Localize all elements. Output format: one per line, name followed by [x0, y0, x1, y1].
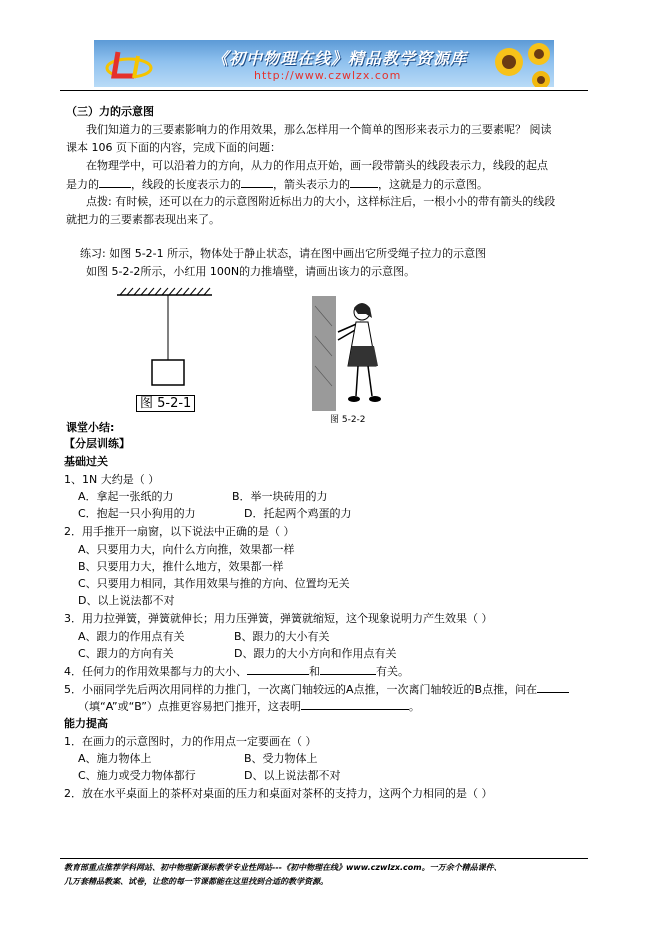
layered-training: 【分层训练】 — [64, 437, 130, 450]
section-heading: （三）力的示意图 — [66, 105, 154, 118]
question-5-line-2-end: 。 — [408, 700, 420, 713]
question-4 — [64, 663, 409, 679]
footer-line-2: 几万套精品教案、试卷，让您的每一节课都能在这里找到合适的教学资源。 — [64, 877, 328, 886]
sunflower-icon — [489, 40, 554, 87]
question-2-option-b[interactable]: B、只要用力大，推什么地方，效果都一样 — [78, 560, 284, 573]
basic-heading: 基础过关 — [64, 455, 108, 468]
question-5-line-2 — [78, 698, 420, 714]
question-4-blank-2[interactable] — [320, 663, 376, 675]
blank-point[interactable] — [99, 176, 131, 188]
question-2-stem: 2．用手推开一扇窗，以下说法中正确的是（ ） — [64, 525, 295, 538]
question-2-option-d[interactable]: D、以上说法都不对 — [78, 594, 175, 607]
advanced-q1-option-b[interactable]: B、受力物体上 — [244, 752, 318, 765]
question-5-line-1-text: 5．小丽同学先后两次用同样的力推门，一次离门轴较远的A点推，一次离门轴较近的B点推，问在 — [64, 683, 538, 696]
question-1-stem: 1、1N 大约是（ ） — [64, 473, 160, 486]
paragraph-2b-part1: 是力的 — [66, 178, 99, 191]
question-5-line-1 — [64, 681, 569, 697]
class-summary: 课堂小结: — [66, 421, 115, 434]
question-4-blank-1[interactable] — [247, 663, 309, 675]
advanced-q1-option-a[interactable]: A、施力物体上 — [78, 752, 152, 765]
paragraph-2b — [66, 176, 488, 192]
question-1-option-b[interactable]: B．举一块砖用的力 — [232, 490, 328, 503]
paragraph-2b-part3: ，箭头表示力的 — [273, 178, 350, 191]
question-4-part3: 有关。 — [376, 665, 409, 678]
figure-5-2-2-caption: 图 5-2-2 — [330, 415, 366, 425]
figure-5-2-1-caption: 图 5-2-1 — [136, 395, 195, 412]
advanced-q2-stem: 2．放在水平桌面上的茶杯对桌面的压力和桌面对茶杯的支持力，这两个力相同的是（ ） — [64, 787, 493, 800]
question-1-option-a[interactable]: A．拿起一张纸的力 — [78, 490, 174, 503]
exercise-line-1: 练习: 如图 5-2-1 所示，物体处于静止状态，请在图中画出它所受绳子拉力的示意图 — [80, 247, 487, 260]
footer-rule — [60, 858, 588, 859]
question-2-option-c[interactable]: C、只要用力相同，其作用效果与推的方向、位置均无关 — [78, 577, 350, 590]
paragraph-2a: 在物理学中，可以沿着力的方向，从力的作用点开始，画一段带箭头的线段表示力，线段的起点 — [86, 159, 548, 172]
question-5-blank-1[interactable] — [537, 681, 569, 693]
header-url[interactable]: http://www.czwlzx.com — [254, 69, 402, 82]
blank-magnitude[interactable] — [241, 176, 273, 188]
paragraph-3b: 就把力的三要素都表现出来了。 — [66, 213, 220, 226]
advanced-heading: 能力提高 — [64, 717, 108, 730]
question-1-option-d[interactable]: D．托起两个鸡蛋的力 — [244, 507, 352, 520]
paragraph-3a: 点拨: 有时候，还可以在力的示意图附近标出力的大小，这样标注后，一根小小的带有箭头的线段 — [86, 195, 556, 208]
question-5-blank-2[interactable] — [301, 698, 409, 710]
paragraph-1b: 课本 106 页下面的内容，完成下面的问题： — [66, 141, 281, 154]
paragraph-1a: 我们知道力的三要素影响力的作用效果，那么怎样用一个简单的图形来表示力的三要素呢？ 阅读 — [86, 123, 552, 136]
logo-icon — [104, 48, 154, 82]
advanced-q1-option-d[interactable]: D、以上说法都不对 — [244, 769, 341, 782]
question-1-option-c[interactable]: C．抱起一只小狗用的力 — [78, 507, 196, 520]
header-title: 《初中物理在线》精品教学资源库 — [212, 49, 468, 68]
question-3-option-b[interactable]: B、跟力的大小有关 — [234, 630, 330, 643]
advanced-q1-option-c[interactable]: C、施力或受力物体都行 — [78, 769, 196, 782]
girl-pushing-wall-diagram — [312, 296, 392, 411]
blank-direction[interactable] — [350, 176, 378, 188]
question-3-option-a[interactable]: A、跟力的作用点有关 — [78, 630, 185, 643]
paragraph-2b-part4: ，这就是力的示意图。 — [378, 178, 488, 191]
figure-5-2-2 — [312, 296, 392, 431]
question-4-part2: 和 — [309, 665, 320, 678]
header-banner — [94, 40, 554, 87]
question-2-option-a[interactable]: A、只要用力大，向什么方向推，效果都一样 — [78, 543, 295, 556]
question-3-stem: 3．用力拉弹簧，弹簧就伸长；用力压弹簧，弹簧就缩短，这个现象说明力产生效果（ ） — [64, 612, 493, 625]
footer-line-1: 教育部重点推荐学科网站、初中物理新课标教学专业性网站---《初中物理在线》www.czwlzx.com。一万余个精品课件、 — [64, 863, 502, 872]
question-5-line-2-text: （填“A”或“B”）点推更容易把门推开，这表明 — [78, 700, 301, 713]
exercise-line-2: 如图 5-2-2所示，小红用 100N的力推墙壁，请画出该力的示意图。 — [86, 265, 416, 278]
header-rule — [60, 90, 588, 91]
question-4-part1: 4．任何力的作用效果都与力的大小、 — [64, 665, 247, 678]
figure-5-2-1 — [112, 285, 217, 415]
paragraph-2b-part2: ，线段的长度表示力的 — [131, 178, 241, 191]
question-3-option-c[interactable]: C、跟力的方向有关 — [78, 647, 174, 660]
advanced-q1-stem: 1．在画力的示意图时，力的作用点一定要画在（ ） — [64, 735, 317, 748]
question-3-option-d[interactable]: D、跟力的大小方向和作用点有关 — [234, 647, 397, 660]
